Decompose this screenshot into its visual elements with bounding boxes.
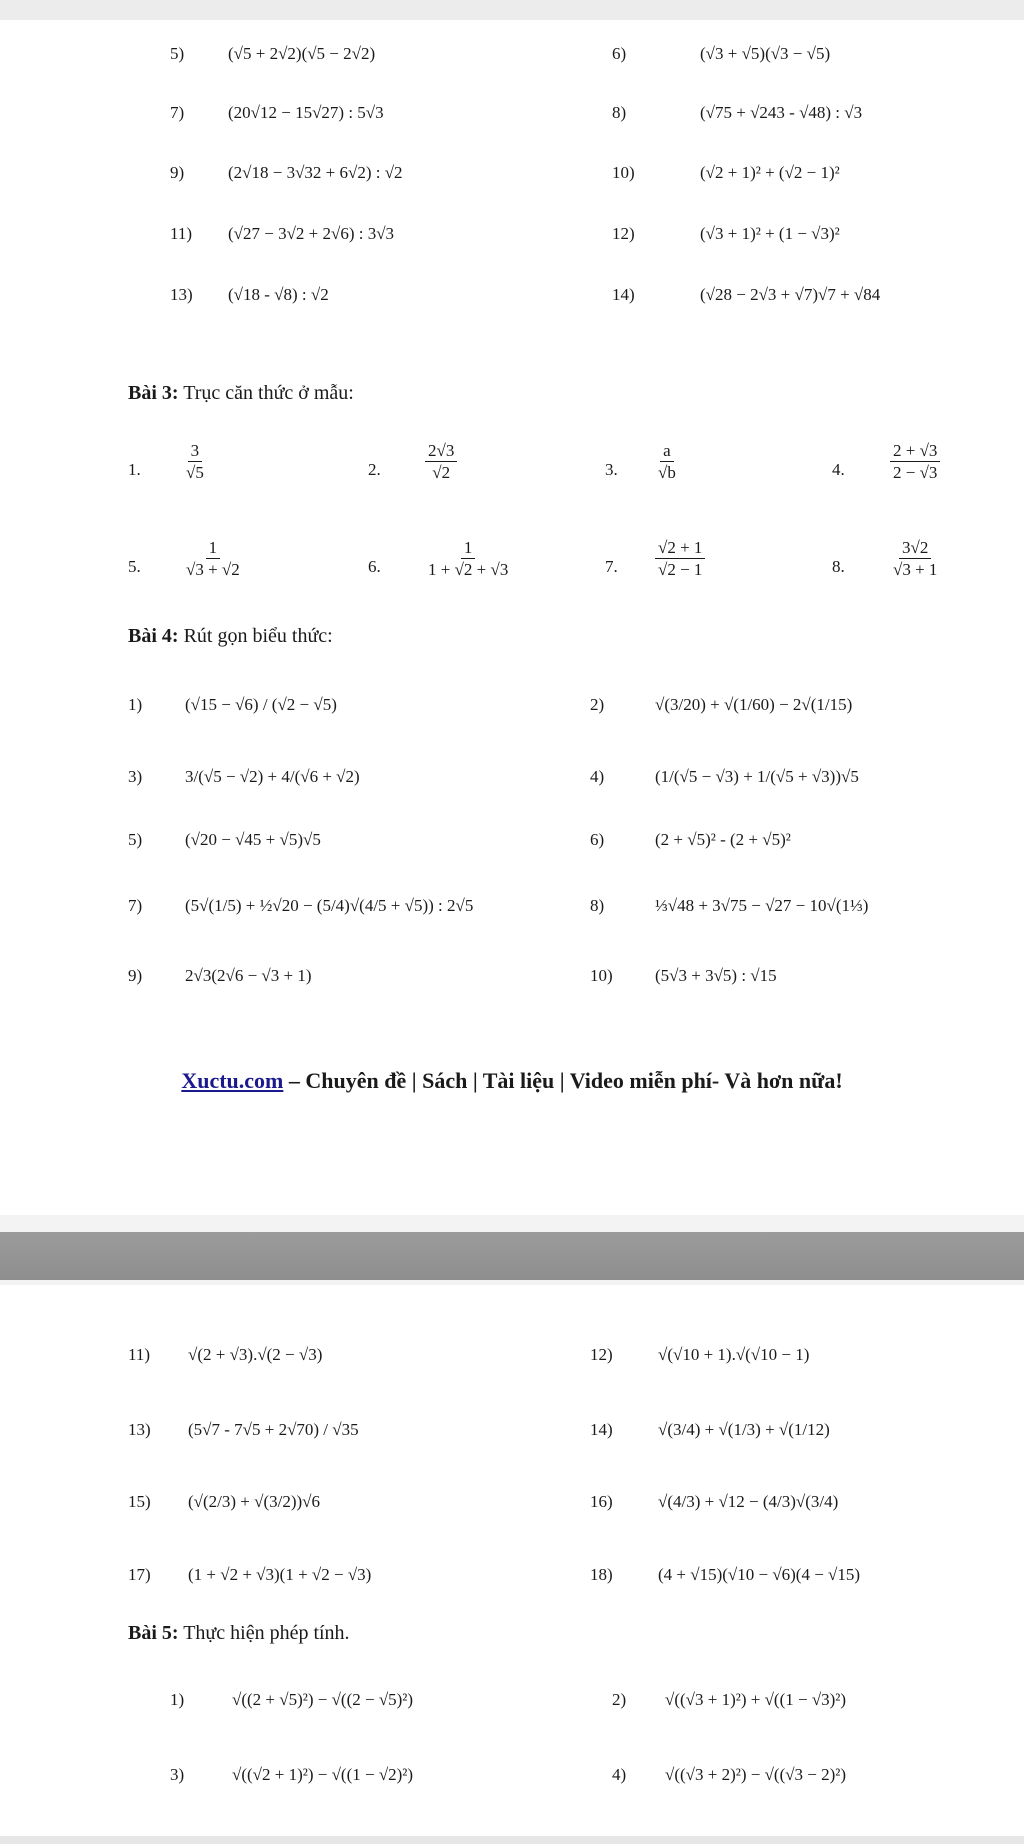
- document-page-top: [0, 20, 1024, 1215]
- math-expression: √((2 + √5)²) − √((2 − √5)²): [232, 1690, 414, 1709]
- math-expression: (√20 − √45 + √5)√5: [185, 830, 321, 849]
- math-expression: (√(2/3) + √(3/2))√6: [188, 1492, 320, 1511]
- math-expression: √(2 + √3).√(2 − √3): [188, 1345, 323, 1364]
- problem-number: 1): [170, 1690, 185, 1709]
- math-expression: (5√7 - 7√5 + 2√70) / √35: [188, 1420, 359, 1439]
- problem-number: 12): [590, 1345, 613, 1364]
- math-expression: 3/(√5 − √2) + 4/(√6 + √2): [185, 767, 360, 786]
- problem-number: 8): [612, 103, 627, 122]
- math-expression: (√75 + √243 - √48) : √3: [700, 103, 863, 122]
- problem-number: 8.: [832, 557, 845, 576]
- math-expression: (√27 − 3√2 + 2√6) : 3√3: [228, 224, 395, 243]
- math-expression: (√5 + 2√2)(√5 − 2√2): [228, 44, 376, 63]
- fraction-expression: [890, 537, 940, 581]
- math-expression: (√18 - √8) : √2: [228, 285, 329, 304]
- math-expression: (20√12 − 15√27) : 5√3: [228, 103, 384, 122]
- document-page-bottom: [0, 1285, 1024, 1836]
- denominator: 1 + √2 + √3: [428, 560, 509, 580]
- numerator: 3: [188, 440, 203, 462]
- problem-number: 13): [170, 285, 193, 304]
- denominator: √3 + 1: [893, 560, 938, 580]
- math-expression: (√15 − √6) / (√2 − √5): [185, 695, 337, 714]
- problem-number: 7.: [605, 557, 618, 576]
- site-link[interactable]: Xuctu.com: [181, 1068, 284, 1093]
- site-footer: [0, 1068, 1024, 1094]
- fraction-expression: [890, 440, 940, 484]
- problem-number: 16): [590, 1492, 613, 1511]
- denominator: √2 − 1: [658, 560, 703, 580]
- fraction-expression: [655, 440, 679, 484]
- problem-number: 18): [590, 1565, 613, 1584]
- problem-number: 6.: [368, 557, 381, 576]
- problem-number: 9): [128, 966, 143, 985]
- section-instruction: Rút gọn biểu thức:: [178, 625, 333, 647]
- problem-number: 6): [590, 830, 605, 849]
- problem-number: 17): [128, 1565, 151, 1584]
- problem-number: 2.: [368, 460, 381, 479]
- problem-number: 11): [170, 224, 193, 243]
- problem-number: 2): [590, 695, 605, 714]
- problem-number: 3): [128, 767, 143, 786]
- problem-number: 10): [612, 163, 635, 182]
- problem-number: 8): [590, 896, 605, 915]
- numerator: 2√3: [425, 440, 457, 462]
- problem-number: 4): [590, 767, 605, 786]
- numerator: 3√2: [899, 537, 931, 559]
- problem-number: 3.: [605, 460, 618, 479]
- problem-number: 5): [128, 830, 143, 849]
- fraction-expression: [655, 537, 705, 581]
- problem-number: 9): [170, 163, 185, 182]
- math-expression: (1 + √2 + √3)(1 + √2 − √3): [188, 1565, 372, 1584]
- fraction-expression: [425, 537, 511, 581]
- fraction-expression: [183, 440, 207, 484]
- denominator: √3 + √2: [186, 560, 240, 580]
- section-label: Bài 3:: [128, 382, 179, 404]
- problem-number: 7): [170, 103, 185, 122]
- math-expression: √(√10 + 1).√(√10 − 1): [658, 1345, 810, 1364]
- problem-number: 12): [612, 224, 635, 243]
- math-expression: √(4/3) + √12 − (4/3)√(3/4): [658, 1492, 839, 1511]
- problem-number: 7): [128, 896, 143, 915]
- section-label: Bài 4:: [128, 625, 179, 647]
- numerator: 1: [206, 537, 221, 559]
- section-label: Bài 5:: [128, 1622, 179, 1644]
- problem-number: 5.: [128, 557, 141, 576]
- numerator: 1: [461, 537, 476, 559]
- fraction-expression: [425, 440, 457, 484]
- problem-number: 13): [128, 1420, 151, 1439]
- math-expression: (1/(√5 − √3) + 1/(√5 + √3))√5: [655, 767, 859, 786]
- problem-number: 5): [170, 44, 185, 63]
- section-instruction: Trục căn thức ở mẫu:: [178, 382, 354, 404]
- numerator: a: [660, 440, 674, 462]
- math-expression: √((√3 + 1)²) + √((1 − √3)²): [665, 1690, 847, 1709]
- math-expression: (√3 + √5)(√3 − √5): [700, 44, 831, 63]
- footer-tagline: – Chuyên đề | Sách | Tài liệu | Video miễn phí- Và hơn nữa!: [283, 1068, 843, 1093]
- math-expression: (4 + √15)(√10 − √6)(4 − √15): [658, 1565, 861, 1584]
- fraction-expression: [183, 537, 243, 581]
- math-expression: (5√(1/5) + ½√20 − (5/4)√(4/5 + √5)) : 2√5: [185, 896, 474, 915]
- problem-number: 10): [590, 966, 613, 985]
- math-expression: (√3 + 1)² + (1 − √3)²: [700, 224, 840, 243]
- page-separator: [0, 1232, 1024, 1280]
- section-heading-bai3: [128, 382, 354, 405]
- top-edge: [0, 0, 1024, 20]
- math-expression: (√28 − 2√3 + √7)√7 + √84: [700, 285, 881, 304]
- math-expression: (5√3 + 3√5) : √15: [655, 966, 777, 985]
- denominator: √2: [432, 463, 451, 483]
- denominator: √5: [186, 463, 204, 483]
- section-instruction: Thực hiện phép tính.: [178, 1622, 350, 1644]
- math-expression: (2 + √5)² - (2 + √5)²: [655, 830, 791, 849]
- problem-number: 15): [128, 1492, 151, 1511]
- math-expression: (2√18 − 3√32 + 6√2) : √2: [228, 163, 403, 182]
- math-expression: √((√3 + 2)²) − √((√3 − 2)²): [665, 1765, 847, 1784]
- math-expression: √(3/4) + √(1/3) + √(1/12): [658, 1420, 830, 1439]
- math-expression: ⅓√48 + 3√75 − √27 − 10√(1⅓): [655, 896, 869, 915]
- problem-number: 1.: [128, 460, 141, 479]
- section-heading-bai5: [128, 1622, 350, 1645]
- denominator: 2 − √3: [893, 463, 938, 483]
- bottom-edge: [0, 1836, 1024, 1844]
- problem-number: 1): [128, 695, 143, 714]
- denominator: √b: [658, 463, 676, 483]
- math-expression: (√2 + 1)² + (√2 − 1)²: [700, 163, 840, 182]
- problem-number: 4): [612, 1765, 627, 1784]
- problem-number: 6): [612, 44, 627, 63]
- problem-number: 2): [612, 1690, 627, 1709]
- problem-number: 4.: [832, 460, 845, 479]
- problem-number: 11): [128, 1345, 151, 1364]
- numerator: 2 + √3: [890, 440, 940, 462]
- numerator: √2 + 1: [655, 537, 705, 559]
- math-expression: 2√3(2√6 − √3 + 1): [185, 966, 312, 985]
- section-heading-bai4: [128, 625, 333, 648]
- math-expression: √(3/20) + √(1/60) − 2√(1/15): [655, 695, 853, 714]
- problem-number: 3): [170, 1765, 185, 1784]
- problem-number: 14): [612, 285, 635, 304]
- math-expression: √((√2 + 1)²) − √((1 − √2)²): [232, 1765, 414, 1784]
- problem-number: 14): [590, 1420, 613, 1439]
